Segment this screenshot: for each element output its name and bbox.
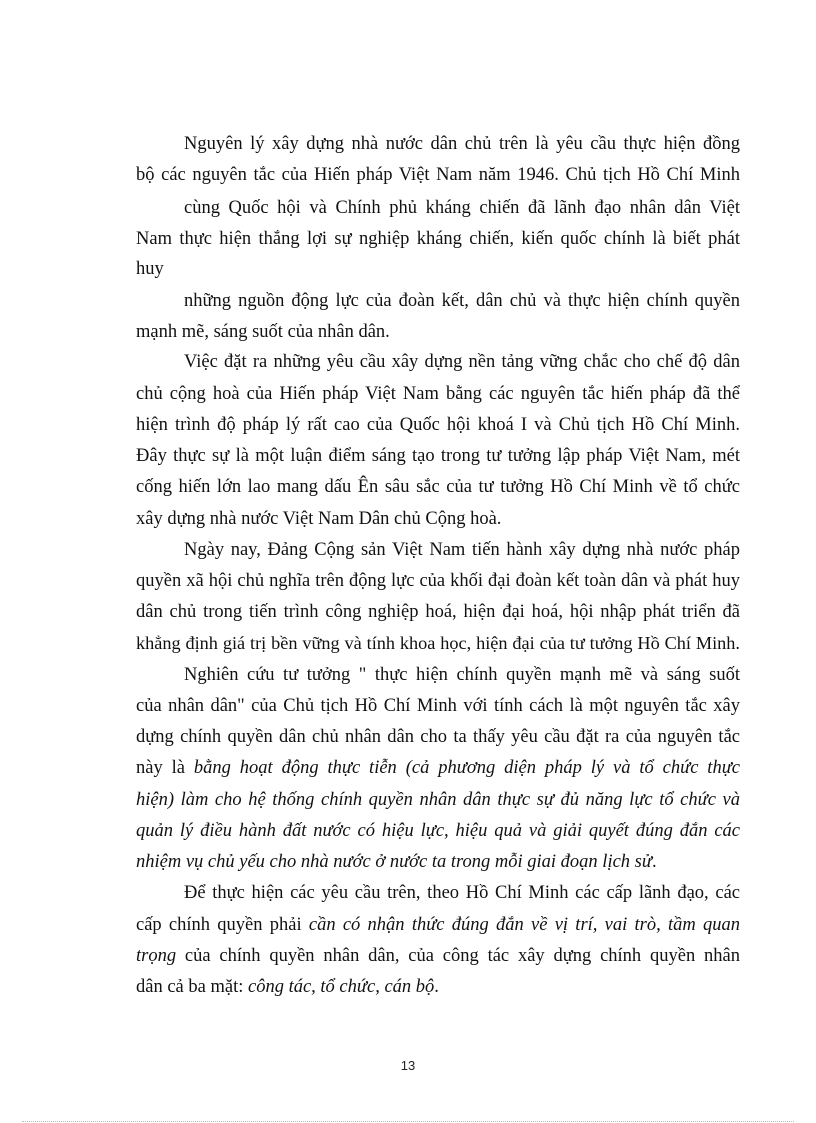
text-line: mạnh mẽ, sáng suốt của nhân dân. <box>136 322 390 342</box>
text-line: Nam thực hiện thắng lợi sự nghiệp kháng chiến, kiến quốc chính là biết phát <box>136 229 740 249</box>
text-line: cùng Quốc hội và Chính phủ kháng chiến đã lãnh đạo nhân dân Việt <box>184 198 740 218</box>
emphasis-text: cần có nhận thức đúng đắn về vị trí, vai trò, tầm quan <box>308 915 741 935</box>
text-line: xây dựng nhà nước Việt Nam Dân chủ Cộng hoà. <box>136 509 502 529</box>
text-line-mixed <box>136 753 740 783</box>
emphasis-text: trọng <box>136 946 177 966</box>
emphasis-text: bằng hoạt động thực tiễn (cả phương diện pháp lý và tổ chức thực <box>193 758 741 778</box>
text-line: hiện trình độ pháp lý rất cao của Quốc hội khoá I và Chủ tịch Hồ Chí Minh. <box>136 415 740 435</box>
text-line: Để thực hiện các yêu cầu trên, theo Hồ Chí Minh các cấp lãnh đạo, các <box>184 883 740 903</box>
emphasis-text: công tác, tổ chức, cán bộ <box>247 977 435 997</box>
text-line: bộ các nguyên tắc của Hiến pháp Việt Nam năm 1946. Chủ tịch Hồ Chí Minh <box>136 165 740 185</box>
text-run: dân cả ba mặt: <box>136 977 244 997</box>
text-line: Ngày nay, Đảng Cộng sản Việt Nam tiến hành xây dựng nhà nước pháp <box>184 540 740 560</box>
text-line-mixed <box>136 910 740 940</box>
text-line: của nhân dân" của Chủ tịch Hồ Chí Minh với tính cách là một nguyên tắc xây <box>136 696 740 716</box>
text-line: huy <box>136 259 164 279</box>
text-line: Việc đặt ra những yêu cầu xây dựng nền tảng vững chắc cho chế độ dân <box>184 352 740 372</box>
text-line: khẳng định giá trị bền vững và tính khoa học, hiện đại của tư tưởng Hồ Chí Minh. <box>136 633 740 653</box>
text-line-mixed <box>136 941 740 971</box>
text-line: cống hiến lớn lao mang dấu Ên sâu sắc của tư tưởng Hồ Chí Minh về tổ chức <box>136 477 740 497</box>
emphasis-text: nhiệm vụ chủ yếu cho nhà nước ở nước ta trong mỗi giai đoạn lịch sử <box>136 852 652 872</box>
text-line: dân chủ trong tiến trình công nghiệp hoá, hiện đại hoá, hội nhập phát triển đã <box>136 602 740 622</box>
page-number: 13 <box>400 1058 416 1073</box>
text-run: . <box>651 852 657 872</box>
text-line-mixed <box>136 972 740 1002</box>
text-line: Nguyên lý xây dựng nhà nước dân chủ trên là yêu cầu thực hiện đồng <box>184 134 740 154</box>
page-bottom-divider <box>22 1121 794 1122</box>
text-line-mixed <box>136 847 740 877</box>
emphasis-text: quản lý điều hành đất nước có hiệu lực, hiệu quả và giải quyết đúng đắn các <box>136 821 740 841</box>
text-run: cấp chính quyền phải <box>136 915 302 935</box>
text-line <box>136 785 740 815</box>
text-line: chủ cộng hoà của Hiến pháp Việt Nam bằng các nguyên tắc hiến pháp đã thể <box>136 384 740 404</box>
text-line: Đây thực sự là một luận điểm sáng tạo trong tư tưởng lập pháp Việt Nam, mét <box>136 446 740 466</box>
text-line <box>136 816 740 846</box>
text-line: những nguồn động lực của đoàn kết, dân chủ và thực hiện chính quyền <box>184 291 740 311</box>
text-line: quyền xã hội chủ nghĩa trên động lực của khối đại đoàn kết toàn dân và phát huy <box>136 571 740 591</box>
text-run: . <box>434 977 439 997</box>
text-run: của chính quyền nhân dân, của công tác xây dựng chính quyền nhân <box>184 946 740 966</box>
text-line: Nghiên cứu tư tưởng " thực hiện chính quyền mạnh mẽ và sáng suốt <box>184 665 740 685</box>
emphasis-text: hiện) làm cho hệ thống chính quyền nhân dân thực sự đủ năng lực tổ chức và <box>136 790 740 810</box>
text-run: này là <box>136 758 185 778</box>
text-line: dựng chính quyền dân chủ nhân dân cho ta thấy yêu cầu đặt ra của nguyên tắc <box>136 727 740 747</box>
